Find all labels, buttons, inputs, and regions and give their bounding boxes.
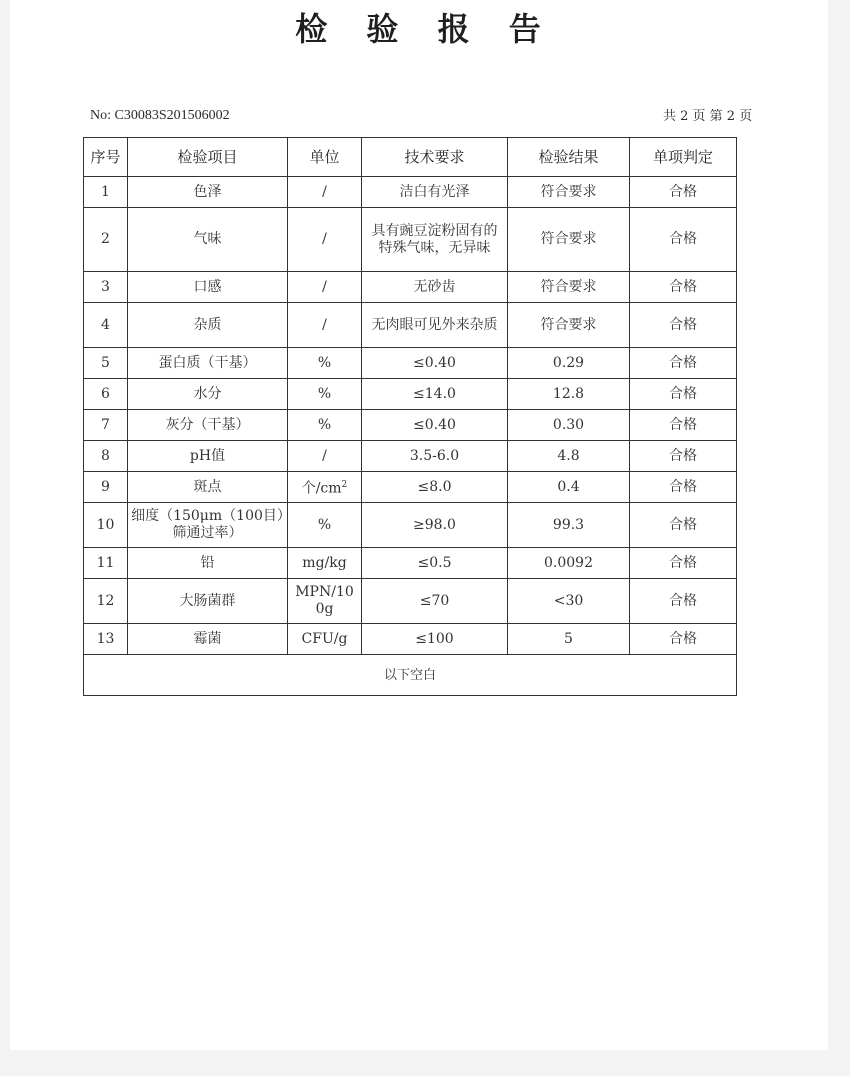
table-row <box>84 177 737 208</box>
row-number: 8 <box>84 441 128 472</box>
unit: % <box>288 410 362 441</box>
row-number: 4 <box>84 303 128 348</box>
row-number: 9 <box>84 472 128 503</box>
result: 0.0092 <box>508 548 630 579</box>
table-header-row <box>84 138 737 177</box>
item-name: 铅 <box>128 548 288 579</box>
item-name: 霉菌 <box>128 624 288 655</box>
requirement: ≥98.0 <box>362 503 508 548</box>
unit: mg/kg <box>288 548 362 579</box>
row-number: 7 <box>84 410 128 441</box>
requirement: 洁白有光泽 <box>362 177 508 208</box>
header-requirement: 技术要求 <box>362 138 508 177</box>
table-footer-row <box>84 655 737 696</box>
table-row <box>84 303 737 348</box>
result: 4.8 <box>508 441 630 472</box>
result: 0.4 <box>508 472 630 503</box>
row-number: 1 <box>84 177 128 208</box>
unit: % <box>288 348 362 379</box>
row-number: 5 <box>84 348 128 379</box>
item-name: pH值 <box>128 441 288 472</box>
judgement: 合格 <box>630 272 737 303</box>
result: <30 <box>508 579 630 624</box>
table-row <box>84 410 737 441</box>
unit: CFU/g <box>288 624 362 655</box>
header-judgement: 单项判定 <box>630 138 737 177</box>
item-name: 杂质 <box>128 303 288 348</box>
result: 符合要求 <box>508 177 630 208</box>
requirement: 3.5-6.0 <box>362 441 508 472</box>
unit: / <box>288 177 362 208</box>
result: 12.8 <box>508 379 630 410</box>
result: 0.29 <box>508 348 630 379</box>
table-row <box>84 624 737 655</box>
unit: / <box>288 303 362 348</box>
judgement: 合格 <box>630 379 737 410</box>
row-number: 3 <box>84 272 128 303</box>
item-name: 斑点 <box>128 472 288 503</box>
judgement: 合格 <box>630 348 737 379</box>
header-result: 检验结果 <box>508 138 630 177</box>
unit <box>288 472 362 503</box>
judgement: 合格 <box>630 472 737 503</box>
result: 5 <box>508 624 630 655</box>
inspection-table <box>83 137 737 696</box>
judgement: 合格 <box>630 208 737 272</box>
unit: / <box>288 208 362 272</box>
table-row <box>84 441 737 472</box>
unit: MPN/100g <box>288 579 362 624</box>
result: 符合要求 <box>508 208 630 272</box>
page-info: 共 2 页 第 2 页 <box>663 109 753 124</box>
row-number: 2 <box>84 208 128 272</box>
report-number: No: C30083S201506002 <box>90 108 230 123</box>
table-row <box>84 348 737 379</box>
item-name: 灰分（干基） <box>128 410 288 441</box>
requirement: ≤8.0 <box>362 472 508 503</box>
row-number: 10 <box>84 503 128 548</box>
row-number: 6 <box>84 379 128 410</box>
judgement: 合格 <box>630 579 737 624</box>
requirement: 具有豌豆淀粉固有的特殊气味，无异味 <box>362 208 508 272</box>
result: 符合要求 <box>508 272 630 303</box>
item-name: 大肠菌群 <box>128 579 288 624</box>
table-row <box>84 272 737 303</box>
item-name: 气味 <box>128 208 288 272</box>
item-name: 细度（150μm（100目）筛通过率） <box>128 503 288 548</box>
requirement: ≤100 <box>362 624 508 655</box>
header-unit: 单位 <box>288 138 362 177</box>
unit: % <box>288 503 362 548</box>
requirement: ≤70 <box>362 579 508 624</box>
row-number: 12 <box>84 579 128 624</box>
report-title: 检 验 报 告 <box>295 10 555 48</box>
table-row <box>84 208 737 272</box>
item-name: 蛋白质（干基） <box>128 348 288 379</box>
requirement: ≤14.0 <box>362 379 508 410</box>
header-item: 检验项目 <box>128 138 288 177</box>
result: 0.30 <box>508 410 630 441</box>
table-row <box>84 548 737 579</box>
table-row <box>84 503 737 548</box>
judgement: 合格 <box>630 624 737 655</box>
unit-base: 个/cm <box>301 480 342 497</box>
table-row <box>84 379 737 410</box>
blank-below-note: 以下空白 <box>84 655 737 696</box>
unit: / <box>288 272 362 303</box>
judgement: 合格 <box>630 410 737 441</box>
row-number: 11 <box>84 548 128 579</box>
header-no: 序号 <box>84 138 128 177</box>
judgement: 合格 <box>630 503 737 548</box>
requirement: 无肉眼可见外来杂质 <box>362 303 508 348</box>
requirement: ≤0.5 <box>362 548 508 579</box>
item-name: 水分 <box>128 379 288 410</box>
judgement: 合格 <box>630 303 737 348</box>
result: 99.3 <box>508 503 630 548</box>
unit-exponent: 2 <box>341 479 348 490</box>
requirement: ≤0.40 <box>362 410 508 441</box>
judgement: 合格 <box>630 441 737 472</box>
item-name: 色泽 <box>128 177 288 208</box>
requirement: ≤0.40 <box>362 348 508 379</box>
table-row <box>84 472 737 503</box>
unit: % <box>288 379 362 410</box>
item-name: 口感 <box>128 272 288 303</box>
table-row <box>84 579 737 624</box>
judgement: 合格 <box>630 548 737 579</box>
row-number: 13 <box>84 624 128 655</box>
result: 符合要求 <box>508 303 630 348</box>
requirement: 无砂齿 <box>362 272 508 303</box>
unit: / <box>288 441 362 472</box>
judgement: 合格 <box>630 177 737 208</box>
